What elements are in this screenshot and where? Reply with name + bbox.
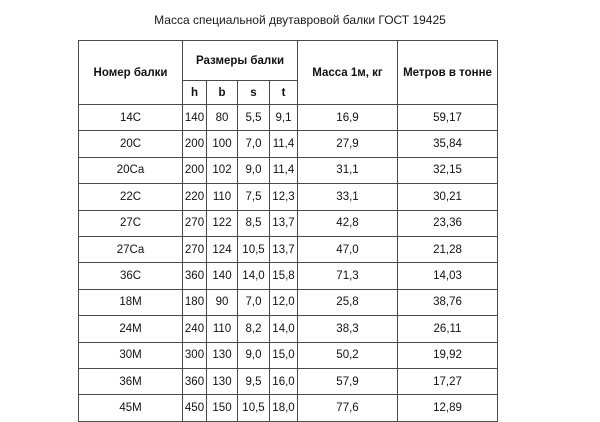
cell-h: 200 <box>183 131 207 157</box>
cell-beam-number: 14С <box>79 105 183 131</box>
cell-beam-number: 24М <box>79 316 183 342</box>
header-mass: Масса 1м, кг <box>298 41 398 105</box>
header-t: t <box>270 81 298 105</box>
cell-meters-per-ton: 59,17 <box>398 105 498 131</box>
cell-s: 9,0 <box>238 342 270 368</box>
cell-s: 9,5 <box>238 368 270 394</box>
cell-h: 270 <box>183 236 207 262</box>
cell-s: 8,2 <box>238 316 270 342</box>
cell-t: 15,8 <box>270 263 298 289</box>
cell-b: 140 <box>207 263 238 289</box>
cell-t: 13,7 <box>270 210 298 236</box>
cell-meters-per-ton: 14,03 <box>398 263 498 289</box>
cell-s: 10,5 <box>238 236 270 262</box>
cell-t: 16,0 <box>270 368 298 394</box>
cell-meters-per-ton: 17,27 <box>398 368 498 394</box>
cell-beam-number: 20Са <box>79 157 183 183</box>
cell-beam-number: 27С <box>79 210 183 236</box>
cell-mass: 71,3 <box>298 263 398 289</box>
cell-beam-number: 20С <box>79 131 183 157</box>
header-meters-per-ton: Метров в тонне <box>398 41 498 105</box>
cell-beam-number: 22С <box>79 184 183 210</box>
cell-mass: 57,9 <box>298 368 398 394</box>
cell-b: 100 <box>207 131 238 157</box>
cell-mass: 38,3 <box>298 316 398 342</box>
cell-mass: 33,1 <box>298 184 398 210</box>
header-s: s <box>238 81 270 105</box>
table-row <box>79 316 498 342</box>
table-row <box>79 105 498 131</box>
cell-h: 180 <box>183 289 207 315</box>
cell-b: 124 <box>207 236 238 262</box>
table-row <box>79 157 498 183</box>
table-title: Масса специальной двутавровой балки ГОСТ 19425 <box>154 13 446 27</box>
table-row <box>79 289 498 315</box>
cell-t: 12,3 <box>270 184 298 210</box>
cell-h: 450 <box>183 395 207 421</box>
cell-beam-number: 45М <box>79 395 183 421</box>
cell-b: 122 <box>207 210 238 236</box>
table-row <box>79 342 498 368</box>
table-row <box>79 263 498 289</box>
cell-meters-per-ton: 32,15 <box>398 157 498 183</box>
cell-t: 13,7 <box>270 236 298 262</box>
cell-b: 130 <box>207 342 238 368</box>
cell-mass: 31,1 <box>298 157 398 183</box>
cell-mass: 42,8 <box>298 210 398 236</box>
cell-t: 14,0 <box>270 316 298 342</box>
header-b: b <box>207 81 238 105</box>
cell-beam-number: 27Са <box>79 236 183 262</box>
cell-h: 240 <box>183 316 207 342</box>
table-body <box>79 105 498 422</box>
cell-mass: 25,8 <box>298 289 398 315</box>
cell-mass: 77,6 <box>298 395 398 421</box>
table-row <box>79 368 498 394</box>
cell-mass: 50,2 <box>298 342 398 368</box>
cell-beam-number: 36С <box>79 263 183 289</box>
table-row <box>79 184 498 210</box>
cell-b: 90 <box>207 289 238 315</box>
cell-h: 270 <box>183 210 207 236</box>
table-row <box>79 395 498 421</box>
cell-meters-per-ton: 23,36 <box>398 210 498 236</box>
cell-t: 11,4 <box>270 131 298 157</box>
cell-mass: 47,0 <box>298 236 398 262</box>
cell-h: 360 <box>183 368 207 394</box>
cell-meters-per-ton: 26,11 <box>398 316 498 342</box>
cell-b: 130 <box>207 368 238 394</box>
cell-h: 300 <box>183 342 207 368</box>
cell-h: 220 <box>183 184 207 210</box>
header-dimensions: Размеры балки <box>183 41 298 81</box>
cell-meters-per-ton: 19,92 <box>398 342 498 368</box>
cell-t: 11,4 <box>270 157 298 183</box>
cell-beam-number: 30М <box>79 342 183 368</box>
header-beam-number: Номер балки <box>79 41 183 105</box>
cell-t: 12,0 <box>270 289 298 315</box>
cell-mass: 16,9 <box>298 105 398 131</box>
cell-s: 10,5 <box>238 395 270 421</box>
cell-t: 9,1 <box>270 105 298 131</box>
cell-beam-number: 18М <box>79 289 183 315</box>
table-row <box>79 131 498 157</box>
cell-mass: 27,9 <box>298 131 398 157</box>
cell-s: 14,0 <box>238 263 270 289</box>
cell-b: 102 <box>207 157 238 183</box>
cell-s: 5,5 <box>238 105 270 131</box>
cell-b: 110 <box>207 184 238 210</box>
cell-s: 7,0 <box>238 289 270 315</box>
cell-meters-per-ton: 30,21 <box>398 184 498 210</box>
cell-b: 150 <box>207 395 238 421</box>
cell-meters-per-ton: 35,84 <box>398 131 498 157</box>
cell-meters-per-ton: 21,28 <box>398 236 498 262</box>
cell-b: 110 <box>207 316 238 342</box>
cell-b: 80 <box>207 105 238 131</box>
header-h: h <box>183 81 207 105</box>
table-row <box>79 236 498 262</box>
cell-t: 18,0 <box>270 395 298 421</box>
table-row <box>79 210 498 236</box>
cell-beam-number: 36М <box>79 368 183 394</box>
beam-mass-table <box>78 40 498 422</box>
cell-s: 8,5 <box>238 210 270 236</box>
cell-meters-per-ton: 38,76 <box>398 289 498 315</box>
cell-h: 200 <box>183 157 207 183</box>
cell-s: 7,5 <box>238 184 270 210</box>
cell-h: 140 <box>183 105 207 131</box>
cell-t: 15,0 <box>270 342 298 368</box>
cell-s: 7,0 <box>238 131 270 157</box>
cell-h: 360 <box>183 263 207 289</box>
cell-meters-per-ton: 12,89 <box>398 395 498 421</box>
cell-s: 9,0 <box>238 157 270 183</box>
